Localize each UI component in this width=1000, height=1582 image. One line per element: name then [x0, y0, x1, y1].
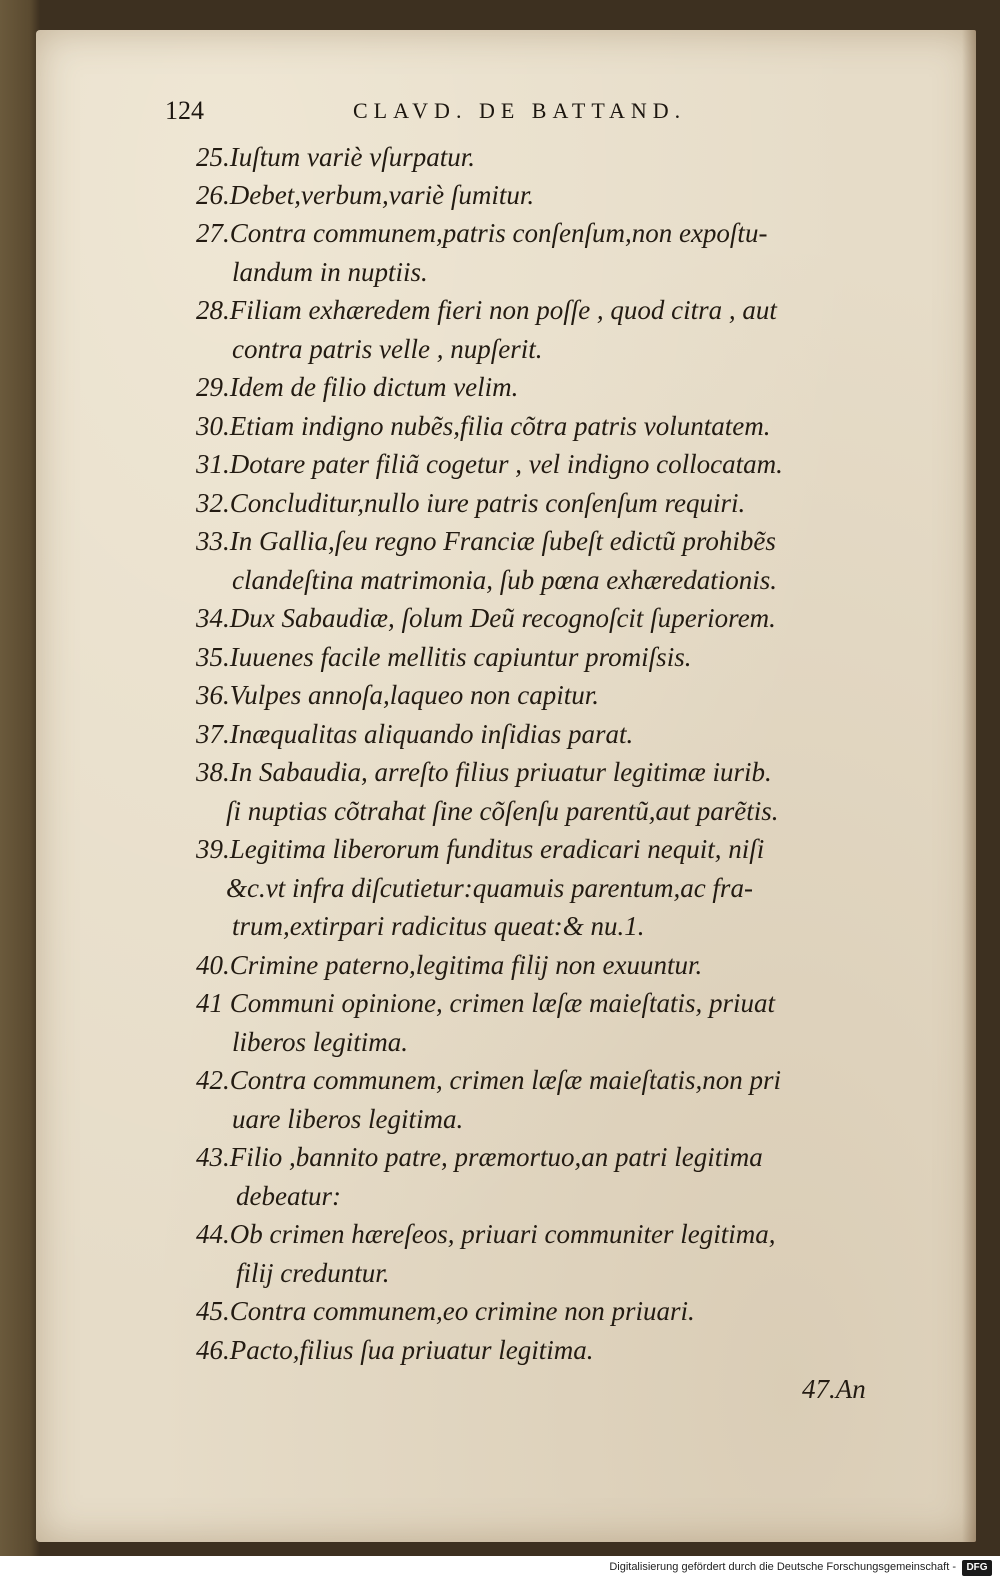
summary-line: &c.vt infra diſcutietur:quamuis parentum,ac fra- [226, 873, 753, 903]
summary-line: 29.Idem de filio dictum velim. [196, 372, 519, 402]
summary-line: 34.Dux Sabaudiæ, ſolum Deũ recognoſcit ſuperiorem. [196, 603, 776, 633]
summary-line: 43.Filio ,bannito patre, præmortuo,an patri legitima [196, 1142, 763, 1172]
summary-line: 46.Pacto,filius ſua priuatur legitima. [196, 1335, 594, 1365]
summary-line: uare liberos legitima. [232, 1104, 464, 1134]
summary-line: 40.Crimine paterno,legitima filij non exuuntur. [196, 950, 703, 980]
summary-line: 33.In Gallia,ſeu regno Franciæ ſubeſt edictũ prohibẽs [196, 526, 776, 556]
summary-line: 26.Debet,verbum,variè ſumitur. [196, 180, 535, 210]
catchword: 47.An [802, 1374, 866, 1404]
summary-line: 44.Ob crimen hæreſeos, priuari communiter legitima, [196, 1219, 776, 1249]
running-title: CLAVD. DE BATTAND. [353, 98, 687, 123]
summary-line: 36.Vulpes annoſa,laqueo non capitur. [196, 680, 599, 710]
funding-credit: Digitalisierung gefördert durch die Deutsche Forschungsgemeinschaft - [609, 1561, 956, 1573]
summary-line: clandeſtina matrimonia, ſub pœna exhæredationis. [232, 565, 777, 595]
summary-line: 37.Inæqualitas aliquando inſidias parat. [196, 719, 634, 749]
summary-line: contra patris velle , nupſerit. [232, 334, 543, 364]
summary-line: landum in nuptiis. [232, 257, 428, 287]
summary-line: 30.Etiam indigno nubẽs,filia cõtra patris voluntatem. [196, 411, 771, 441]
summary-line: filij creduntur. [236, 1258, 390, 1288]
summary-line: 28.Filiam exhæredem fieri non poſſe , quod citra , aut [196, 295, 777, 325]
summary-line: trum,extirpari radicitus queat:& nu.1. [232, 911, 645, 941]
footer-bar [0, 1556, 1000, 1582]
summary-line: 25.Iuſtum variè vſurpatur. [196, 142, 475, 172]
summary-line: 27.Contra communem,patris conſenſum,non expoſtu- [196, 218, 768, 248]
summary-line: 41 Communi opinione, crimen læſæ maieſtatis, priuat [196, 988, 775, 1018]
summary-line: liberos legitima. [232, 1027, 408, 1057]
summary-line: 45.Contra communem,eo crimine non priuari. [196, 1296, 695, 1326]
summary-line: 35.Iuuenes facile mellitis capiuntur promiſsis. [196, 642, 692, 672]
summary-line: ſi nuptias cõtrahat ſine cõſenſu parentũ,aut parẽtis. [226, 796, 779, 826]
page-number: 124 [165, 96, 204, 125]
summary-line: 31.Dotare pater filiã cogetur , vel indigno collocatam. [196, 449, 783, 479]
summary-line: 38.In Sabaudia, arreſto filius priuatur legitimæ iurib. [196, 757, 772, 787]
summary-line: 32.Concluditur,nullo iure patris conſenſum requiri. [196, 488, 746, 518]
summary-line: 39.Legitima liberorum funditus eradicari nequit, niſi [196, 834, 765, 864]
summary-line: debeatur: [236, 1181, 341, 1211]
dfg-logo: DFG [962, 1560, 992, 1576]
summary-line: 42.Contra communem, crimen læſæ maieſtatis,non pri [196, 1065, 781, 1095]
